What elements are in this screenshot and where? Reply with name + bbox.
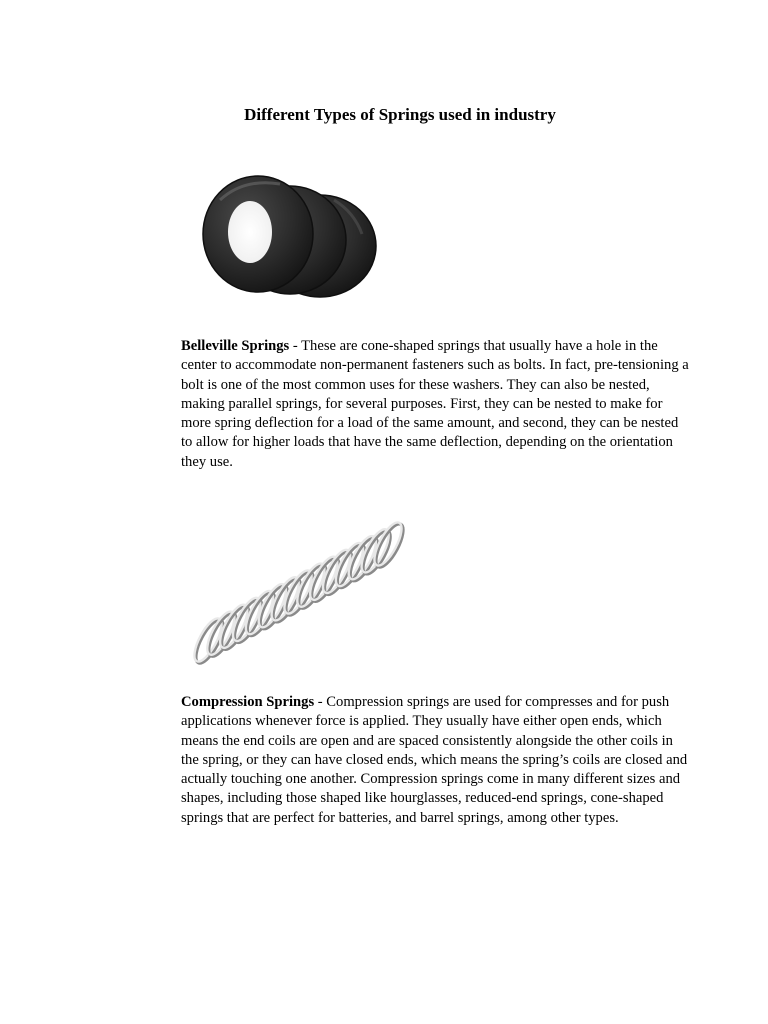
belleville-springs-term: Belleville Springs (181, 338, 290, 354)
spring-coils (189, 519, 408, 667)
compression-springs-description: - Compression springs are used for compresses and for push applications whenever force is applied. They usually have either open ends, which means the end coils are open and are spaced consistently alongside the other coils in the spring, or they can have closed ends, which means the spring’s coils are closed and actually touching one another. Compression springs come in many different sizes and shapes, including those shaped like hourglasses, reduced-end springs, cone-shaped springs that are perfect for batteries, and barrel springs, among other types. (181, 694, 688, 826)
belleville-springs-paragraph (181, 337, 691, 472)
compression-springs-paragraph (181, 693, 691, 828)
page-title: Different Types of Springs used in industry (244, 105, 556, 125)
belleville-springs-description: - These are cone-shaped springs that usually have a hole in the center to accommodate non-permanent fasteners such as bolts. In fact, pre-tensioning a bolt is one of the most common uses for these washers. They can also be nested, making parallel springs, for several purposes. First, they can be nested to make for more spring deflection for a load of the same amount, and second, they can be nested to allow for higher loads that have the same deflection, depending on the orientation they use. (181, 338, 689, 470)
compression-spring-image (180, 508, 416, 684)
belleville-springs-image (184, 156, 400, 300)
compression-springs-term: Compression Springs (181, 694, 315, 710)
